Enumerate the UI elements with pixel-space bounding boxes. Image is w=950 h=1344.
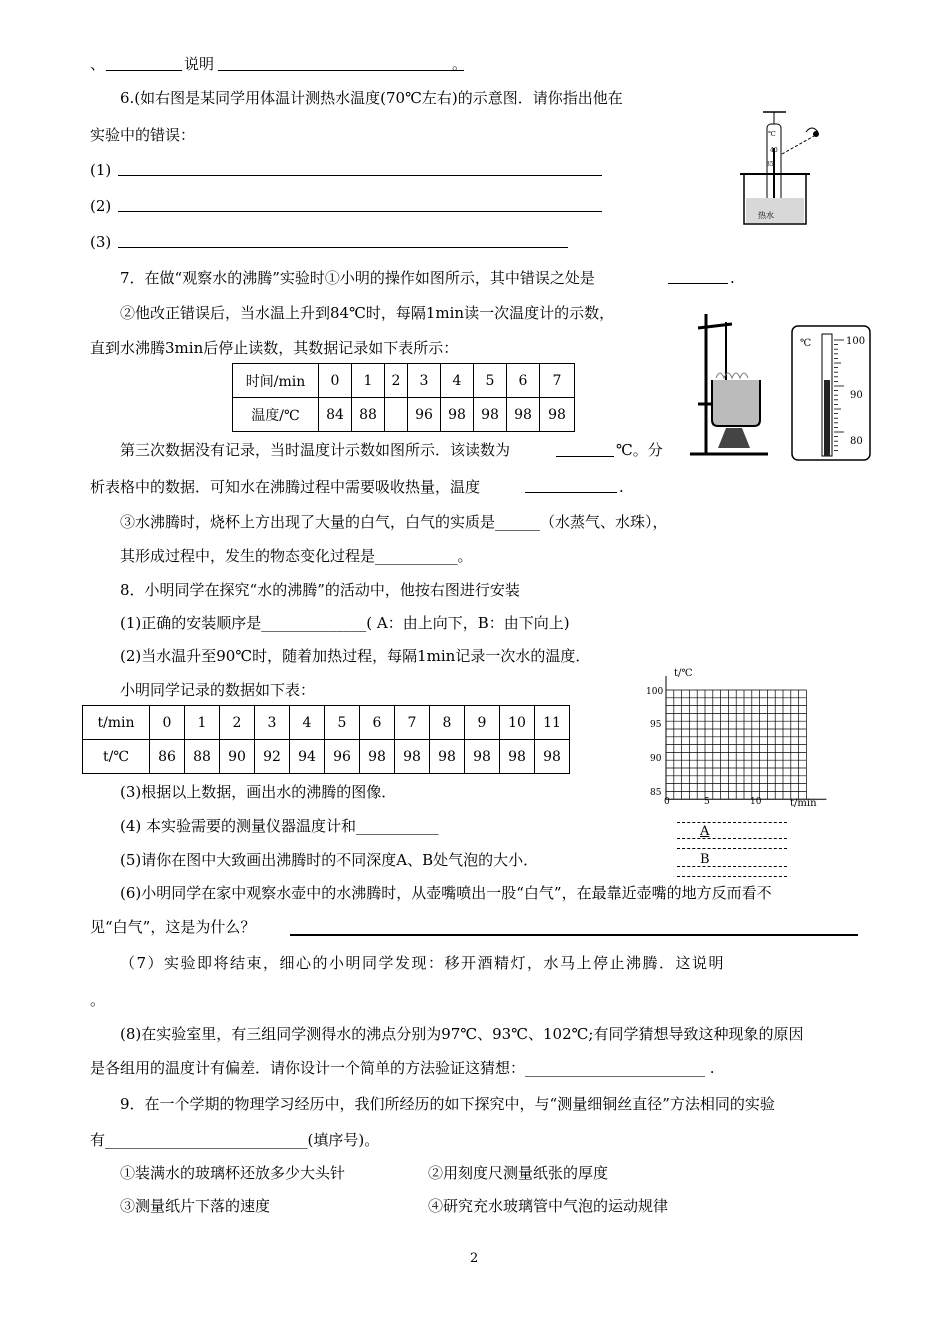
temperature-time-grid [640, 662, 830, 810]
text-line: (3)根据以上数据，画出水的沸腾的图像． [120, 783, 397, 801]
fig6-beaker-label: 热水 [758, 211, 774, 220]
table-cell: 98 [465, 740, 500, 774]
graph-xtick: 0 [664, 797, 670, 807]
table-row [83, 706, 570, 740]
table-cell: 温度/℃ [233, 398, 319, 432]
text-line: (1)正确的安装顺序是______________( A：由上向下，B：由下向上) [120, 614, 570, 632]
answer-line [118, 247, 568, 248]
table-cell: 92 [255, 740, 290, 774]
graph-xtick: 5 [704, 797, 710, 807]
question-7: 7．在做“观察水的沸腾”实验时①小明的操作如图所示，其中错误之处是 [120, 269, 595, 287]
water-layer-line [677, 822, 787, 823]
thermometer-scale-figure [788, 322, 874, 464]
table-cell: 96 [325, 740, 360, 774]
answer-line [290, 934, 858, 936]
text-line: 。 [90, 991, 106, 1009]
table-cell: 0 [319, 364, 352, 398]
table-cell: 7 [540, 364, 575, 398]
table-cell: 98 [540, 398, 575, 432]
table-row [233, 364, 575, 398]
table-cell: t/℃ [83, 740, 150, 774]
thermometer-beaker-figure [718, 108, 848, 228]
answer-line [118, 175, 602, 176]
table-cell: 6 [360, 706, 395, 740]
table-cell: 10 [500, 706, 535, 740]
blank-line [106, 70, 182, 71]
graph-ytick: 90 [650, 754, 662, 764]
table-cell: 94 [290, 740, 325, 774]
fig6-label: 40 [770, 147, 778, 154]
answer-line [118, 211, 602, 212]
text-line: 小明同学记录的数据如下表： [120, 681, 316, 699]
table-cell: 6 [507, 364, 540, 398]
text-line: (5)请你在图中大致画出沸腾时的不同深度A、B处气泡的大小． [120, 851, 539, 869]
table-cell: 98 [441, 398, 474, 432]
depth-label-a: A [700, 824, 710, 839]
boiling-apparatus-figure [680, 308, 780, 468]
table-cell: 0 [150, 706, 185, 740]
table-cell: 98 [430, 740, 465, 774]
fig7-tick: 90 [850, 390, 863, 401]
table-row [83, 740, 570, 774]
text-line: . [619, 478, 624, 496]
text-line: ②他改正错误后，当水温上升到84℃时，每隔1min读一次温度计的示数， [120, 304, 615, 322]
text-line: 有___________________________(填序号)。 [90, 1131, 380, 1149]
text-line: 直到水沸腾3min后停止读数，其数据记录如下表所示： [90, 339, 459, 357]
depth-label-b: B [700, 852, 710, 867]
table-cell: 90 [220, 740, 255, 774]
graph-xtick: 10 [750, 797, 762, 807]
question-6: 6.(如右图是某同学用体温计测热水温度(70℃左右)的示意图．请你指出他在 [120, 89, 623, 107]
table-cell: 98 [500, 740, 535, 774]
graph-ytick: 95 [650, 720, 662, 730]
graph-ytick: 100 [646, 687, 664, 697]
table-row [233, 398, 575, 432]
text-line: 说明 [184, 55, 215, 73]
text-line: 析表格中的数据．可知水在沸腾过程中需要吸收热量，温度 [90, 478, 481, 496]
question-9: 9．在一个学期的物理学习经历中，我们所经历的如下探究中，与“测量细铜丝直径”方法相同的实验 [120, 1095, 775, 1113]
fig6-label: 35 [766, 161, 774, 168]
text-line: (6)小明同学在家中观察水壶中的水沸腾时，从壶嘴喷出一股“白气”，在最靠近壶嘴的地方反而看不 [120, 884, 772, 902]
table-cell: 2 [385, 364, 408, 398]
table-cell: 5 [325, 706, 360, 740]
blank-line [525, 492, 617, 493]
option-3: ③测量纸片下落的速度 [120, 1197, 271, 1215]
table-cell: 98 [395, 740, 430, 774]
water-layer-line [677, 876, 787, 877]
table-cell: 3 [408, 364, 441, 398]
table-cell: 11 [535, 706, 570, 740]
table-cell: 98 [507, 398, 540, 432]
graph-xlabel: t/min [790, 798, 817, 809]
graph-ylabel: t/℃ [674, 668, 693, 679]
table-cell: 98 [360, 740, 395, 774]
table-cell: 1 [352, 364, 385, 398]
text-line: 、 [90, 55, 106, 73]
table-cell: 88 [185, 740, 220, 774]
option-1: ①装满水的玻璃杯还放多少大头针 [120, 1164, 346, 1182]
fig7-unit: ℃ [800, 338, 812, 349]
table-cell: 5 [474, 364, 507, 398]
table-cell: 84 [319, 398, 352, 432]
text-line: . [730, 269, 735, 287]
graph-ytick: 85 [650, 788, 662, 798]
fig7-tick: 80 [850, 436, 863, 447]
table-cell: 4 [290, 706, 325, 740]
text-line: (4) 本实验需要的测量仪器温度计和___________ [120, 817, 439, 835]
data-table-q7 [232, 363, 575, 432]
water-layer-line [677, 848, 787, 849]
table-cell: 98 [535, 740, 570, 774]
table-cell [385, 398, 408, 432]
text-line: 是各组用的温度计有偏差．请你设计一个简单的方法验证这猜想：________________________ . [90, 1059, 715, 1077]
table-cell: t/min [83, 706, 150, 740]
blank-line [668, 283, 728, 284]
table-cell: 2 [220, 706, 255, 740]
table-cell: 8 [430, 706, 465, 740]
question-8: 8．小明同学在探究“水的沸腾”的活动中，他按右图进行安装 [120, 581, 520, 599]
table-cell: 96 [408, 398, 441, 432]
text-line: (2) [90, 197, 112, 215]
data-table-q8 [82, 705, 570, 774]
water-layer-line [677, 838, 787, 839]
table-cell: 3 [255, 706, 290, 740]
text-line: 第三次数据没有记录，当时温度计示数如图所示．该读数为 [120, 441, 511, 459]
text-line: 实验中的错误： [90, 126, 196, 144]
option-4: ④研究充水玻璃管中气泡的运动规律 [428, 1197, 669, 1215]
graph-axes [666, 676, 826, 799]
fig7-tick: 100 [846, 336, 866, 347]
text-line: (3) [90, 233, 112, 251]
text-line: 。 [452, 55, 468, 73]
table-cell: 4 [441, 364, 474, 398]
text-line: (8)在实验室里，有三组同学测得水的沸点分别为97℃、93℃、102℃;有同学猜想导致这种现象的原因 [120, 1025, 804, 1043]
text-line: 见“白气”，这是为什么？ [90, 918, 256, 936]
table-cell: 9 [465, 706, 500, 740]
table-cell: 1 [185, 706, 220, 740]
table-cell: 98 [474, 398, 507, 432]
text-line: （7）实验即将结束，细心的小明同学发现：移开酒精灯，水马上停止沸腾．这说明 [120, 954, 726, 972]
text-line: 其形成过程中，发生的物态变化过程是___________。 [120, 547, 473, 565]
water-layer-line [677, 866, 787, 867]
table-cell: 时间/min [233, 364, 319, 398]
table-cell: 86 [150, 740, 185, 774]
text-line: ③水沸腾时，烧杯上方出现了大量的白气，白气的实质是______（水蒸气、水珠）， [120, 513, 668, 531]
fig6-label: ℃ [768, 130, 776, 138]
text-line: ℃。分 [616, 441, 663, 459]
blank-line [218, 70, 464, 71]
blank-line [556, 456, 614, 457]
text-line: (1) [90, 161, 112, 179]
option-2: ②用刻度尺测量纸张的厚度 [428, 1164, 609, 1182]
page-number: 2 [470, 1251, 479, 1266]
text-line: (2)当水温升至90℃时，随着加热过程，每隔1min记录一次水的温度． [120, 647, 591, 665]
table-cell: 88 [352, 398, 385, 432]
table-cell: 7 [395, 706, 430, 740]
